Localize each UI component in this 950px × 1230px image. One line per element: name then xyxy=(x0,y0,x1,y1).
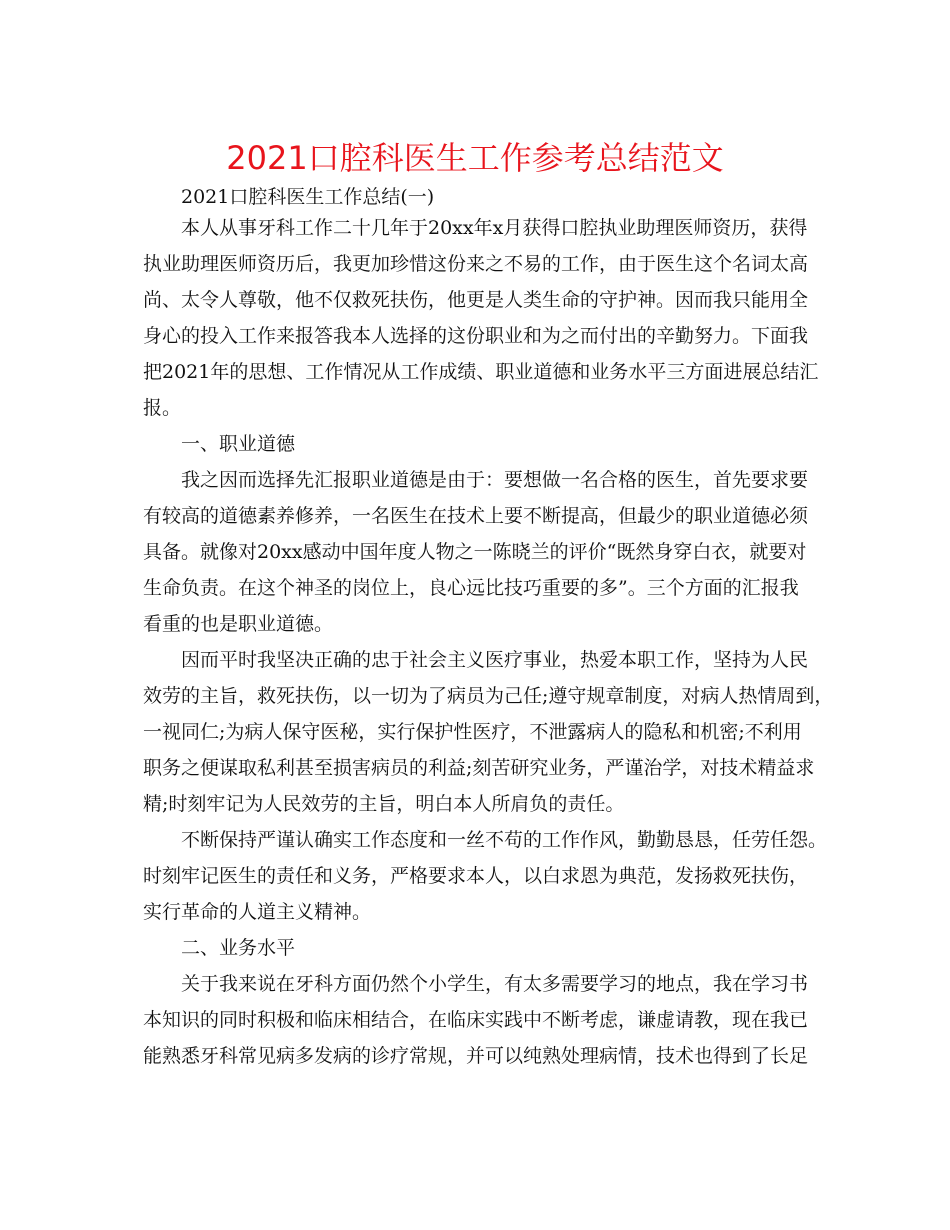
section-heading: 二、业务水平 xyxy=(181,937,296,959)
text-line: 生命负责。在这个神圣的岗位上，良心远比技巧重要的多”。三个方面的汇报我 xyxy=(143,577,799,599)
document-title: 2021口腔科医生工作参考总结范文 xyxy=(226,139,724,177)
text-line: 看重的也是职业道德。 xyxy=(143,613,334,635)
text-line: 报。 xyxy=(143,397,182,419)
text-line: 把2021年的思想、工作情况从工作成绩、职业道德和业务水平三方面进展总结汇 xyxy=(143,361,819,383)
text-line: 有较高的道德素养修养，一名医生在技术上要不断提高，但最少的职业道德必须 xyxy=(143,505,809,527)
text-line: 实行革命的人道主义精神。 xyxy=(143,901,372,923)
section-heading: 一、职业道德 xyxy=(181,433,296,455)
text-line: 我之因而选择先汇报职业道德是由于：要想做一名合格的医生，首先要求要 xyxy=(181,469,809,491)
text-line: 关于我来说在牙科方面仍然个小学生，有太多需要学习的地点，我在学习书 xyxy=(181,973,809,995)
text-line: 本人从事牙科工作二十几年于20xx年x月获得口腔执业助理医师资历，获得 xyxy=(181,217,808,239)
text-line: 时刻牢记医生的责任和义务，严格要求本人，以白求恩为典范，发扬救死扶伤， xyxy=(143,865,809,887)
text-line: 效劳的主旨，救死扶伤，以一切为了病员为己任;遵守规章制度，对病人热情周到， xyxy=(143,685,834,707)
text-line: 执业助理医师资历后，我更加珍惜这份来之不易的工作，由于医生这个名词太高 xyxy=(143,253,809,275)
text-line: 精;时刻牢记为人民效劳的主旨，明白本人所肩负的责任。 xyxy=(143,793,625,815)
text-line: 尚、太令人尊敬，他不仅救死扶伤，他更是人类生命的守护神。因而我只能用全 xyxy=(143,289,809,311)
text-line: 身心的投入工作来报答我本人选择的这份职业和为之而付出的辛勤努力。下面我 xyxy=(143,325,809,347)
text-line: 不断保持严谨认确实工作态度和一丝不苟的工作作风，勤勤恳恳，任劳任怨。 xyxy=(181,829,828,851)
subtitle-line: 2021口腔科医生工作总结(一) xyxy=(181,186,435,208)
text-line: 具备。就像对20xx感动中国年度人物之一陈晓兰的评价“既然身穿白衣，就要对 xyxy=(143,541,807,563)
text-line: 因而平时我坚决正确的忠于社会主义医疗事业，热爱本职工作，坚持为人民 xyxy=(181,649,809,671)
text-line: 一视同仁;为病人保守医秘，实行保护性医疗，不泄露病人的隐私和机密;不利用 xyxy=(143,721,802,743)
text-line: 职务之便谋取私利甚至损害病员的利益;刻苦研究业务，严谨治学，对技术精益求 xyxy=(143,757,815,779)
text-line: 能熟悉牙科常见病多发病的诊疗常规，并可以纯熟处理病情，技术也得到了长足 xyxy=(143,1045,809,1067)
text-line: 本知识的同时积极和临床相结合，在临床实践中不断考虑，谦虚请教，现在我已 xyxy=(143,1009,809,1031)
